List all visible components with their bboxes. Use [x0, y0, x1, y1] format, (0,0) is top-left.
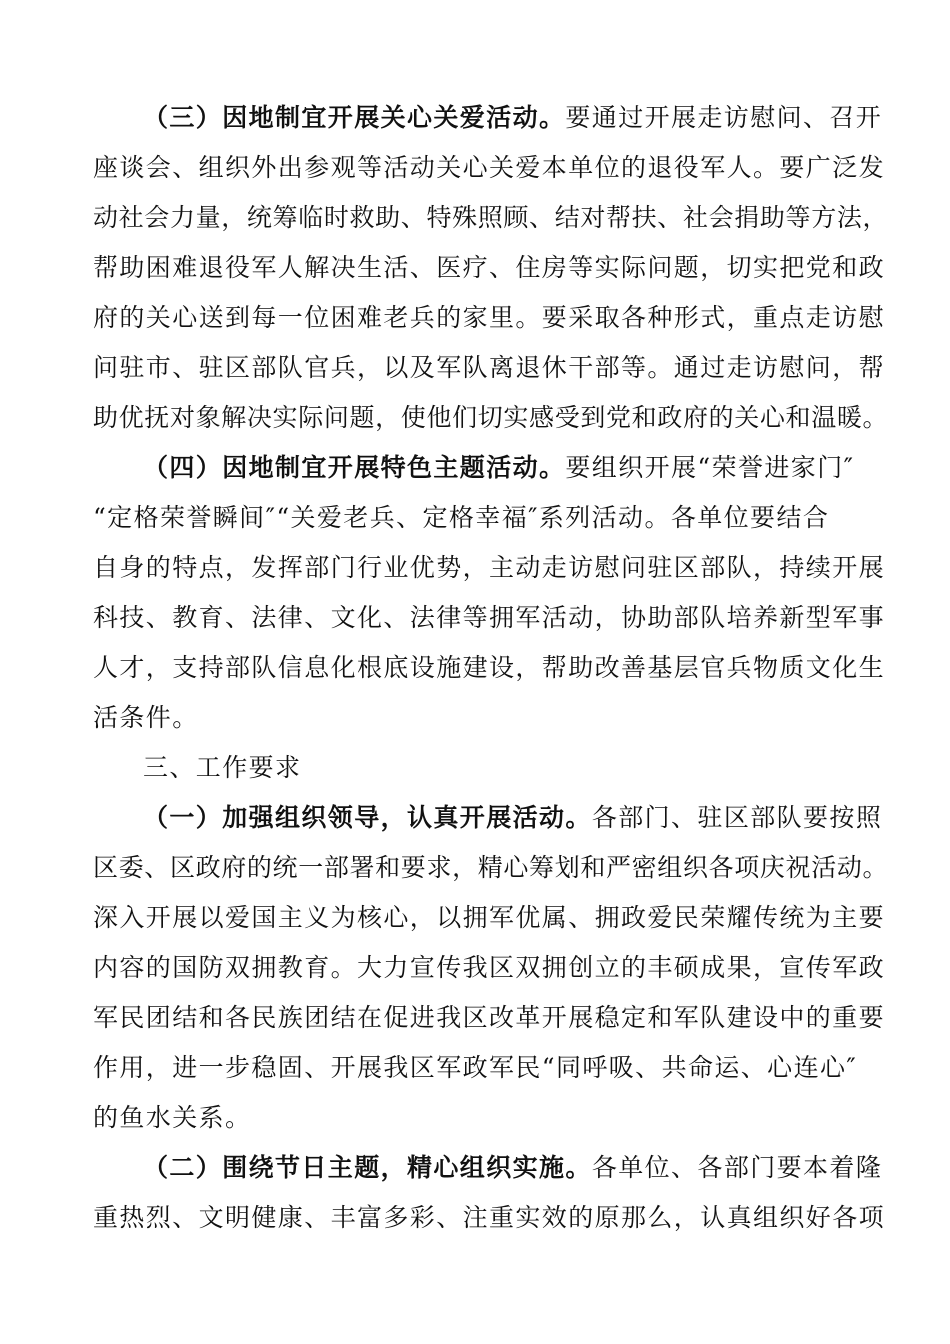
paragraph-line: 问驻市、驻区部队官兵，以及军队离退休干部等。通过走访慰问，帮	[93, 353, 886, 382]
paragraph-lead: （四）因地制宜开展特色主题活动。	[143, 453, 566, 482]
paragraph-line: “定格荣誉瞬间″“关爱老兵、定格幸福″系列活动。各单位要结合	[93, 503, 830, 532]
paragraph-line: 人才，支持部队信息化根底设施建设，帮助改善基层官兵物质文化生	[93, 653, 886, 682]
paragraph-line: 府的关心送到每一位困难老兵的家里。要采取各种形式，重点走访慰	[93, 303, 886, 332]
paragraph-first-line: （三）因地制宜开展关心关爱活动。要通过开展走访慰问、召开	[143, 103, 883, 132]
paragraph-lead: （三）因地制宜开展关心关爱活动。	[143, 103, 566, 132]
paragraph-line: 内容的国防双拥教育。大力宣传我区双拥创立的丰硕成果，宣传军政	[93, 953, 886, 982]
paragraph-line: 帮助困难退役军人解决生活、医疗、住房等实际问题，切实把党和政	[93, 253, 886, 282]
paragraph-first-line: （二）围绕节日主题，精心组织实施。各单位、各部门要本着隆	[143, 1153, 883, 1182]
paragraph-line: 区委、区政府的统一部署和要求，精心筹划和严密组织各项庆祝活动。	[93, 853, 889, 882]
paragraph-line: 的鱼水关系。	[93, 1103, 252, 1132]
paragraph-line: 座谈会、组织外出参观等活动关心关爱本单位的退役军人。要广泛发	[93, 153, 886, 182]
paragraph-line: 科技、教育、法律、文化、法律等拥军活动，协助部队培养新型军事	[93, 603, 886, 632]
paragraph-line: 作用，进一步稳固、开展我区军政军民“同呼吸、共命运、心连心″	[93, 1053, 858, 1082]
paragraph-lead: （二）围绕节日主题，精心组织实施。	[143, 1153, 592, 1182]
paragraph-first-line: （四）因地制宜开展特色主题活动。要组织开展“荣誉进家门″	[143, 453, 855, 482]
paragraph-line: 自身的特点，发挥部门行业优势，主动走访慰问驻区部队，持续开展	[93, 553, 886, 582]
paragraph-line: 重热烈、文明健康、丰富多彩、注重实效的原那么，认真组织好各项	[93, 1203, 886, 1232]
paragraph-line: 助优抚对象解决实际问题，使他们切实感受到党和政府的关心和温暖。	[93, 403, 889, 432]
paragraph-line: 活条件。	[93, 703, 199, 732]
paragraph-first-line: （一）加强组织领导，认真开展活动。各部门、驻区部队要按照	[143, 803, 883, 832]
paragraph-lead: （一）加强组织领导，认真开展活动。	[143, 803, 592, 832]
paragraph-line: 动社会力量，统筹临时救助、特殊照顾、结对帮扶、社会捐助等方法，	[93, 203, 889, 232]
section-heading: 三、工作要求	[143, 753, 302, 782]
paragraph-line: 军民团结和各民族团结在促进我区改革开展稳定和军队建设中的重要	[93, 1003, 886, 1032]
paragraph-line: 深入开展以爱国主义为核心，以拥军优属、拥政爱民荣耀传统为主要	[93, 903, 886, 932]
